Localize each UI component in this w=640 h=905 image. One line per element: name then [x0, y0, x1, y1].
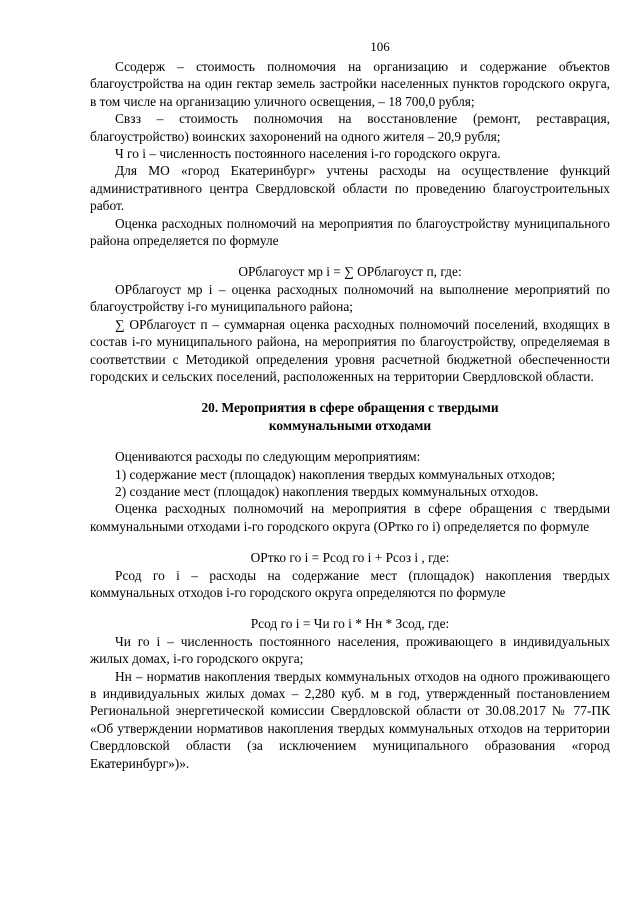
paragraph-mr-intro: Оценка расходных полномочий на мероприятия по благоустройству муниципального района определяется по формуле [90, 215, 610, 249]
paragraph-nn-def: Нн – норматив накопления твердых коммунальных отходов на одного проживающего в индивидуальных жилых домах – 2,280 куб. м в год, утвержденный постановлением Региональной энергетической комиссии Свердловской области от 30.08.2017 № 77-ПК «Об утверждении нормативов накопления твердых коммунальных отходов на территории Свердловской области (за исключением муниципального образования «город Екатеринбург»)». [90, 668, 610, 771]
paragraph-ch-go: Ч го i – численность постоянного населения i-го городского округа. [115, 146, 501, 162]
paragraph-or-mr-def: ОРблагоуст мр i – оценка расходных полномочий на выполнение мероприятий по благоустройству i-го муниципального района; [90, 281, 610, 315]
section-heading-line2: коммунальными отходами [268, 417, 432, 433]
page-number: 106 [370, 39, 390, 54]
list-item-2: 2) создание мест (площадок) накопления твердых коммунальных отходов. [115, 483, 539, 499]
paragraph-ekaterinburg: Для МО «город Екатеринбург» учтены расходы на осуществление функций административного центра Свердловской области по проведению благоустроительных работ. [90, 163, 610, 214]
paragraph-chi-def: Чи го i – численность постоянного населения, проживающего в индивидуальных жилых домах, i-го городского округа; [90, 633, 610, 667]
formula-rsod: Рсод го i = Чи го i * Нн * Зсод, где: [250, 616, 450, 632]
paragraph-c-vzz: Свзз – стоимость полномочия на восстановление (ремонт, реставрация, благоустройство) воинских захоронений на одного жителя – 20,9 рубля; [90, 111, 610, 144]
paragraph-sum-or-def: ∑ ОРблагоуст п – суммарная оценка расходных полномочий поселений, входящих в состав i-го муниципального района, на мероприятия по благоустройству, определяемая в соответствии с Методикой определения уровня расчетной бюджетной обеспеченности городских и сельских поселений, расположенных на территории Свердловской области. [90, 316, 610, 384]
paragraph-c-soderzh: Ссодерж – стоимость полномочия на организацию и содержание объектов благоустройства на один гектар земель застройки населенных пунктов городского округа, в том числе на организацию уличного освещения, – 18 700,0 рубля; [90, 59, 610, 109]
paragraph-rsod-def: Рсод го i – расходы на содержание мест (площадок) накопления твердых коммунальных отходов i-го городского округа определяются по формуле [90, 567, 610, 600]
section-heading-line1: 20. Мероприятия в сфере обращения с твердыми [201, 400, 499, 416]
paragraph-tko-intro: Оценка расходных полномочий на мероприятия в сфере обращения с твердыми коммунальными отходами i-го городского округа (ОРтко го i) определяется по формуле [90, 501, 610, 534]
formula-or-tko: ОРтко го i = Рсод го i + Рсоз i , где: [250, 550, 450, 566]
paragraph-measures-intro: Оцениваются расходы по следующим мероприятиям: [115, 449, 421, 465]
list-item-1: 1) содержание мест (площадок) накопления твердых коммунальных отходов; [115, 466, 556, 482]
formula-or-blagoust: ОРблагоуст мр i = ∑ ОРблагоуст п, где: [238, 264, 462, 280]
